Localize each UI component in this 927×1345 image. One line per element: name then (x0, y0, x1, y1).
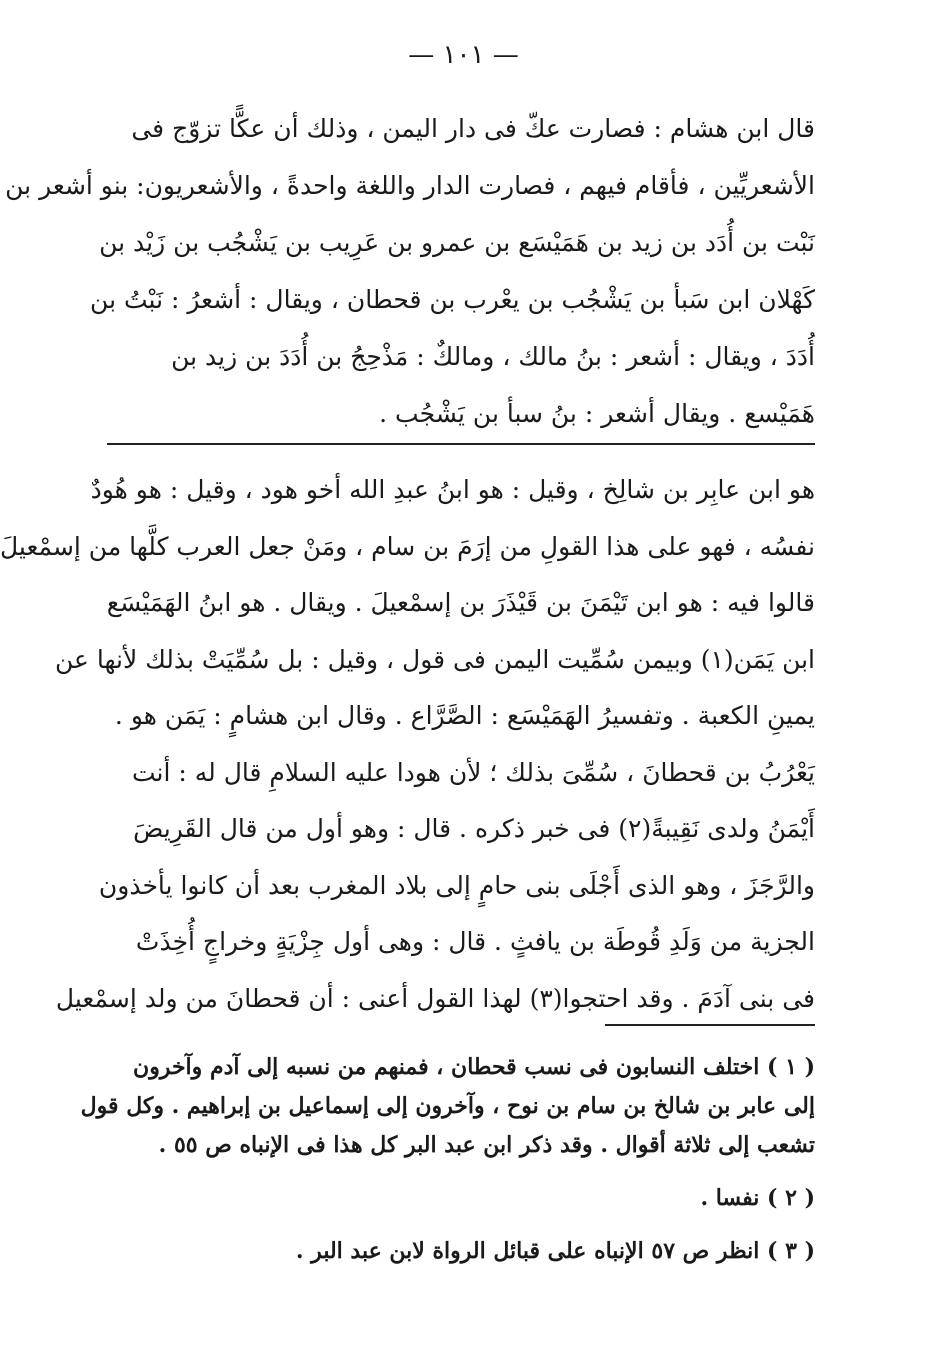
footnote-line: ( ٢ ) نفسا . (700, 1185, 815, 1211)
text-line: هَمَيْسع . ويقال أشعر : بنُ سبأ بن يَشْجُب . (379, 399, 815, 428)
section-divider (107, 443, 815, 445)
text-line: نفسُه ، فهو على هذا القولِ من إرَمَ بن سام ، ومَنْ جعل العرب كلَّها من إسمْعيلَ (0, 531, 815, 561)
footnote-spacer (107, 1165, 815, 1179)
footnote-2 (107, 1179, 815, 1218)
text-line: نَبْت بن أُدَد بن زيد بن هَمَيْسَع بن عمرو بن عَرِيب بن يَشْجُب بن زَيْد بن (99, 228, 815, 257)
text-line: أَيْمَنُ ولدى نَقِيبةً(٢) فى خبر ذكره . قال : وهو أول من قال القَرِيضَ (133, 814, 815, 843)
footnote-divider (605, 1024, 815, 1026)
text-line: فى بنى آدَمَ . وقد احتجوا(٣) لهذا القول أعنى : أن قحطانَ من ولد إسمْعيل (55, 983, 815, 1013)
footnote-line: ( ١ ) اختلف النسابون فى نسب قحطان ، فمنهم من نسبه إلى آدم وآخرون (133, 1054, 815, 1080)
top-paragraph (5, 100, 815, 442)
text-line: قال ابن هشام : فصارت عكّ فى دار اليمن ، وذلك أن عكًّا تزوّج فى (131, 114, 815, 143)
commentary-paragraph (0, 462, 815, 1027)
text-line: يمينِ الكعبة . وتفسيرُ الهَمَيْسَع : الصَّرَّاع . وقال ابن هشامٍ : يَمَن هو . (114, 701, 815, 730)
text-line: هو ابن عابِر بن شالِخ ، وقيل : هو ابنُ عبدِ الله أخو هود ، وقيل : هو هُودٌ (90, 475, 815, 504)
footnote-1 (80, 1048, 815, 1165)
text-line: والرَّجَزَ ، وهو الذى أَجْلَى بنى حامٍ إلى بلاد المغرب بعد أن كانوا يأخذون (98, 870, 815, 900)
text-line: كَهْلان ابن سَبأ بن يَشْجُب بن يعْرب بن قحطان ، ويقال : أشعرُ : نَبْتُ بن (90, 285, 815, 314)
text-line: قالوا فيه : هو ابن تَيْمَنَ بن قَيْذَرَ بن إسمْعيلَ . ويقال . هو ابنُ الهَمَيْسَع (106, 588, 815, 617)
text-line: الأشعريِّين ، فأقام فيهم ، فصارت الدار واللغة واحدةً ، والأشعريون: بنو أشعر بن (5, 171, 815, 200)
text-line: يَعْرُبُ بن قحطانَ ، سُمِّىَ بذلك ؛ لأن هودا عليه السلامِ قال له : أنت (131, 757, 815, 787)
footnote-spacer (107, 1218, 815, 1232)
text-line: الجزية من وَلَدِ قُوطَة بن يافثٍ . قال : وهى أول جِزْيَةٍ وخراجٍ أُخِذَتْ (135, 927, 815, 956)
text-line: أُدَدَ ، ويقال : أشعر : بنُ مالك ، ومالكٌ : مَذْحِجُ بن أُدَدَ بن زيد بن (171, 342, 815, 371)
footnote-line: إلى عابر بن شالخ بن سام بن نوح ، وآخرون إلى إسماعيل بن إبراهيم . وكل قول (80, 1093, 815, 1119)
footnote-3 (107, 1232, 815, 1271)
footnote-line: تشعب إلى ثلاثة أقوال . وقد ذكر ابن عبد البر كل هذا فى الإنباه ص ٥٥ . (158, 1132, 815, 1158)
footnote-line: ( ٣ ) انظر ص ٥٧ الإنباه على قبائل الرواة لابن عبد البر . (295, 1238, 815, 1264)
page-number: — ١٠١ — (408, 40, 519, 70)
footnotes (80, 1048, 815, 1271)
text-line: ابن يَمَن(١) وبيمن سُمِّيت اليمن فى قول ، وقيل : بل سُمِّيَتْ بذلك لأنها عن (55, 644, 815, 674)
